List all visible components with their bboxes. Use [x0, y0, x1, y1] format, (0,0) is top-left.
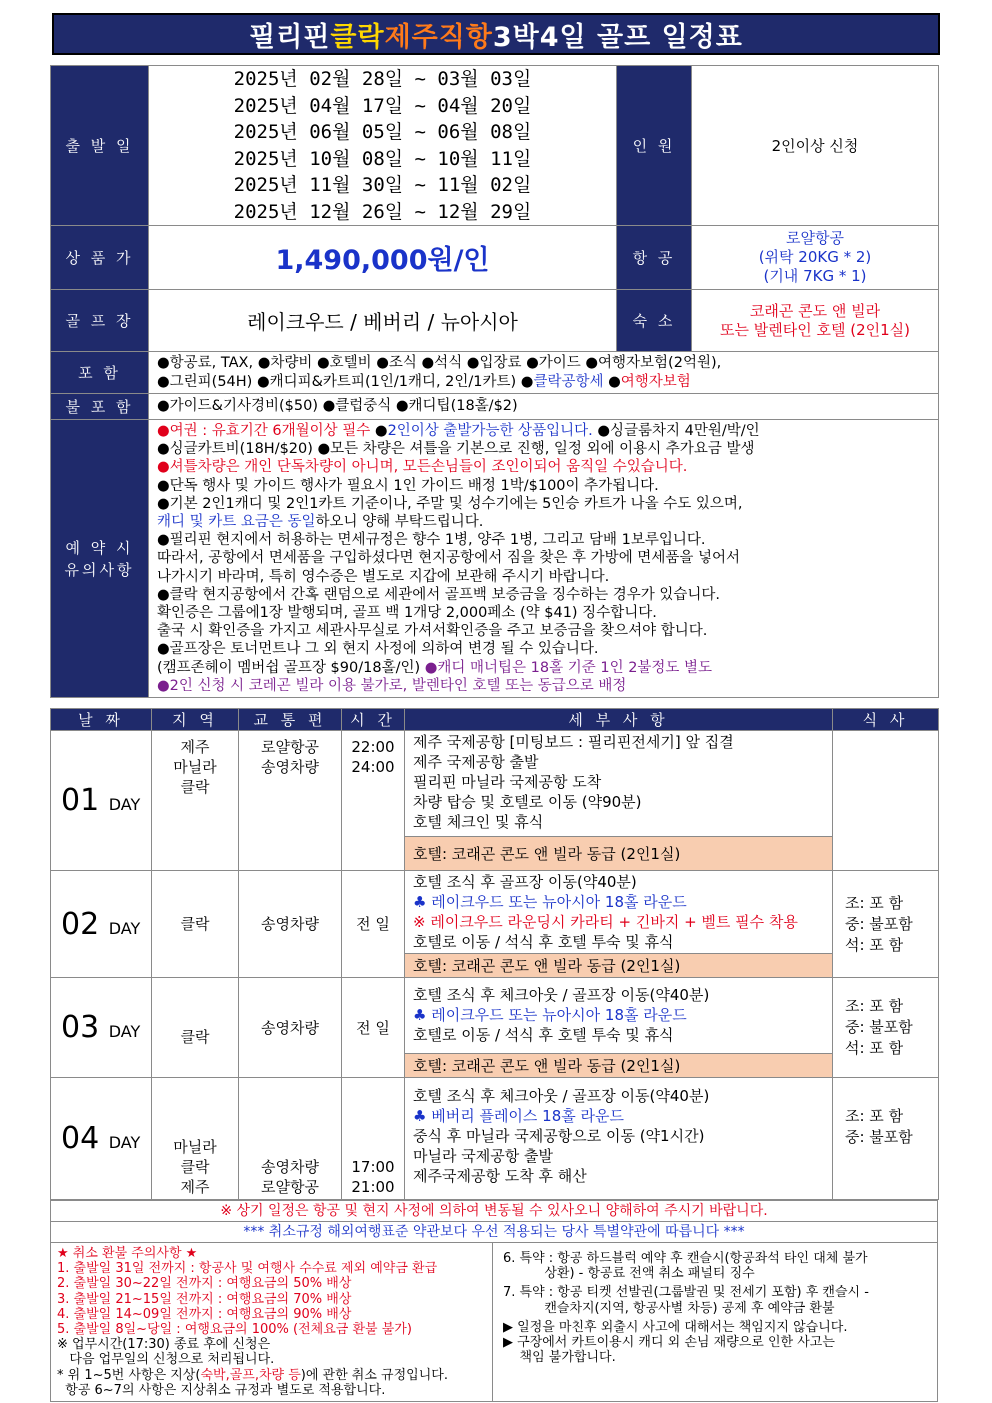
special-term: 캔슬차지(지역, 항공사별 차등) 공제 후 예약금 환불: [503, 1300, 835, 1316]
day-time: [342, 731, 405, 871]
include-line: [157, 373, 938, 391]
exclude-label: 불 포 함: [51, 394, 149, 420]
golf-value: 레이크우드 / 베버리 / 뉴아시아: [149, 290, 617, 352]
day-transport: 송영차량: [239, 871, 342, 978]
cancel-text: )에 관한 취소 규정입니다.: [300, 1367, 448, 1383]
header-time: 시 간: [342, 709, 405, 731]
price-value: 1,490,000원/인: [149, 226, 617, 290]
note-line: 따라서, 공항에서 면세품을 구입하셨다면 현지공항에서 짐을 찾은 후 가방에 면세품을 넣어서: [157, 550, 740, 567]
stay-line: 코래곤 콘도 앤 빌라: [749, 301, 881, 320]
day-suffix: DAY: [108, 918, 141, 938]
day-details: [405, 1078, 833, 1200]
stay-value: [692, 290, 939, 352]
cancel-item: 1. 출발일 31일 전까지 : 항공사 및 여행사 수수료 제외 예약금 환급: [57, 1261, 438, 1277]
note-line: ●골프장은 토너먼트나 그 외 현지 사정에 의하여 변경 될 수 있습니다.: [157, 641, 599, 658]
note-text: 캐디 및 카트 요금은 동일: [157, 513, 316, 530]
time-line: 17:00: [351, 1158, 395, 1176]
stay-line: 또는 발렌타인 호텔 (2인1실): [720, 320, 910, 339]
time-line: 24:00: [351, 758, 395, 776]
departure-dates: [149, 66, 617, 226]
include-label: 포 함: [51, 352, 149, 394]
footer-notice: ※ 상기 일정은 항공 및 현지 사정에 의하여 변동될 수 있사오니 양해하여 주시기 바랍니다.: [51, 1201, 937, 1222]
detail-line: 제주 국제공항 [미팅보드 : 필리핀전세기] 앞 집결: [413, 733, 734, 751]
note-line: [157, 458, 938, 476]
airline-line: 로얄항공: [786, 229, 844, 247]
header-date: 날 짜: [51, 709, 152, 731]
title-part: 3박4일 골프 일정표: [492, 21, 743, 53]
cancel-left: [51, 1243, 493, 1401]
include-line: ●항공료, TAX, ●차량비 ●호텔비 ●조식 ●석식 ●입장료 ●가이드 ●여행자보험(2억원),: [157, 355, 722, 372]
special-term: 상환) - 항공료 전액 취소 패널티 징수: [503, 1266, 755, 1282]
region-line: 마닐라: [173, 758, 217, 776]
include-value: [149, 352, 939, 394]
date-row: 2025년 02월 28일 ~ 03월 03일: [233, 68, 532, 90]
cancel-text: 숙박,골프,차량 등: [200, 1367, 301, 1383]
note-line: 출국 시 확인증을 가지고 세관사무실로 가셔서확인증을 주고 보증금을 찾으셔야 합니다.: [157, 623, 708, 640]
airline-label: 항 공: [617, 226, 692, 290]
cancel-note: ※ 업무시간(17:30) 종료 후에 신청은: [57, 1337, 271, 1353]
day-region: [152, 731, 239, 871]
day-suffix: DAY: [108, 1022, 141, 1041]
include-airport-tax: 클락공항세: [533, 373, 604, 390]
detail-line: 제주국제공항 도착 후 해산: [413, 1167, 587, 1185]
day-suffix: DAY: [108, 795, 141, 814]
exclude-value: ●가이드&기사경비($50) ●클럽중식 ●캐디팁(18홀/$2): [149, 394, 939, 420]
meal-line: 조: 포 함: [845, 893, 904, 912]
day-meals: [833, 978, 939, 1078]
day-num: 03: [61, 1010, 100, 1045]
note-text: 2인이상 출발가능한 상품입니다.: [387, 422, 593, 439]
cancel-note: 다음 업무일의 신청으로 처리됩니다.: [57, 1352, 275, 1368]
people-value: 2인이상 신청: [692, 66, 939, 226]
note-line: [157, 659, 938, 677]
date-row: 2025년 10월 08일 ~ 10월 11일: [233, 147, 532, 170]
note-line: [157, 513, 938, 531]
title-highlight-city: 클락: [330, 21, 385, 53]
day-region: 클락: [152, 871, 239, 978]
transport-line: 로얄항공: [261, 1178, 319, 1196]
note-text: ●: [157, 422, 170, 439]
day-meals: [833, 731, 939, 871]
notes-label-line: 예 약 시: [65, 538, 134, 557]
stay-label: 숙 소: [617, 290, 692, 352]
region-line: 제주: [180, 738, 210, 756]
detail-line: 차량 탑승 및 호텔로 이동 (약90분): [413, 793, 642, 811]
cancel-item: 3. 출발일 21~15일 전까지 : 여행요금의 70% 배상: [57, 1291, 352, 1307]
day-time: [342, 1078, 405, 1200]
price-label: 상 품 가: [51, 226, 149, 290]
day-time: 전 일: [342, 871, 405, 978]
day-row: [51, 978, 939, 1078]
itinerary-table: [50, 708, 939, 1200]
note-line: [157, 422, 938, 440]
note-line: ●필리핀 현지에서 허용하는 면세규정은 향수 1병, 양주 1병, 그리고 담배 1보루입니다.: [157, 532, 706, 549]
day-transport: [239, 731, 342, 871]
notes-label-line: 유의사항: [64, 560, 135, 579]
include-text: ●그린피(54H) ●캐디피&카트피(1인/1캐디, 2인/1카트) ●: [157, 373, 534, 390]
note-text: ●싱글룸차지 4만원/박/인: [592, 422, 760, 439]
day-time: 전 일: [342, 978, 405, 1078]
detail-line: 호텔 조식 후 체크아웃 / 골프장 이동(약40분): [413, 985, 710, 1004]
day-transport: 송영차량: [239, 978, 342, 1078]
people-label: 인 원: [617, 66, 692, 226]
detail-line: 호텔로 이동 / 석식 후 호텔 투숙 및 휴식: [413, 1025, 674, 1044]
footer-rule: *** 취소규정 해외여행표준 약관보다 우선 적용되는 당사 특별약관에 따릅니다 ***: [51, 1222, 937, 1243]
day-number: [51, 731, 152, 871]
special-term: 7. 특약 : 항공 티켓 선발권(그룹발권 및 전세기 포함) 후 캔슬시 -: [503, 1285, 869, 1301]
title-highlight-route: 제주직항: [384, 21, 493, 53]
date-row: 2025년 06월 05일 ~ 06월 08일: [233, 121, 532, 143]
transport-line: 송영차량: [261, 1158, 319, 1176]
time-line: 21:00: [351, 1178, 395, 1196]
page-title: [52, 13, 940, 55]
day-num: 04: [61, 1121, 100, 1156]
meal-line: 조: 포 함: [845, 1107, 904, 1125]
note-line: 나가시기 바라며, 특히 영수증은 별도로 지갑에 보관해 주시기 바랍니다.: [157, 568, 610, 585]
detail-warning: ※ 레이크우드 라운딩시 카라티 + 긴바지 + 벨트 필수 착용: [413, 913, 798, 931]
day-meals: [833, 871, 939, 978]
detail-line: 제주 국제공항 출발: [413, 753, 539, 771]
note-text: ●캐디 매너팁은 18홀 기준 1인 2불정도 별도: [424, 659, 713, 676]
detail-line: 호텔 체크인 및 휴식: [413, 813, 544, 831]
note-line: ●단독 행사 및 가이드 행사가 필요시 1인 가이드 배정 1박/$100이 추가됩니다.: [157, 477, 659, 494]
meal-line: 중: 불포함: [845, 914, 913, 933]
day-details: [405, 871, 833, 978]
day-details: [405, 978, 833, 1078]
cancel-item: 5. 출발일 8일~당일 : 여행요금의 100% (전체요금 환불 불가): [57, 1322, 412, 1338]
detail-round: ♣ 레이크우드 또는 뉴아시아 18홀 라운드: [413, 1005, 687, 1024]
golf-label: 골 프 장: [51, 290, 149, 352]
detail-line: 필리핀 마닐라 국제공항 도착: [413, 773, 602, 791]
detail-round: ♣ 레이크우드 또는 뉴아시아 18홀 라운드: [413, 893, 687, 911]
include-insurance: 여행자보험: [620, 373, 691, 390]
day-row: [51, 871, 939, 978]
cancel-right: [493, 1243, 937, 1401]
notes-list: [149, 420, 939, 698]
notes-label: [51, 420, 149, 698]
header-meals: 식 사: [833, 709, 939, 731]
day-num: 01: [61, 783, 100, 818]
day-meals: [833, 1078, 939, 1200]
time-line: 22:00: [351, 738, 395, 756]
header-region: 지 역: [152, 709, 239, 731]
day-number: [51, 871, 152, 978]
day-region: [152, 1078, 239, 1200]
region-line: 마닐라: [173, 1138, 217, 1156]
day-details: [405, 731, 833, 871]
special-term: ▶ 구장에서 카트이용시 캐디 외 손님 재량으로 인한 사고는: [503, 1335, 835, 1351]
day-region: 클락: [152, 978, 239, 1078]
detail-line: 호텔 조식 후 체크아웃 / 골프장 이동(약40분): [413, 1087, 710, 1105]
header-transport: 교 통 편: [239, 709, 342, 731]
cancel-policy: [51, 1243, 937, 1401]
note-line: 확인증은 그룹에1장 발행되며, 골프 백 1개당 2,000페소 (약 $41) 징수합니다.: [157, 605, 657, 621]
date-row: 2025년 12월 26일 ~ 12월 29일: [233, 200, 532, 223]
day-transport: [239, 1078, 342, 1200]
special-term: 책임 불가합니다.: [503, 1350, 616, 1366]
note-line: ●기본 2인1캐디 및 2인1카트 기준이나, 주말 및 성수기에는 5인승 카트가 나올 수도 있으며,: [157, 495, 743, 512]
note-text: 하오니 양해 부탁드립니다.: [315, 513, 484, 530]
region-line: 클락: [180, 1158, 210, 1176]
region-line: 클락: [180, 778, 210, 796]
meal-line: 석: 포 함: [845, 1039, 904, 1057]
info-table: [50, 65, 939, 698]
day-suffix: DAY: [108, 1133, 141, 1152]
date-row: 2025년 04월 17일 ~ 04월 20일: [233, 94, 532, 117]
meal-line: 석: 포 함: [845, 935, 904, 954]
region-line: 제주: [180, 1178, 210, 1196]
detail-line: 마닐라 국제공항 출발: [413, 1147, 553, 1165]
note-text: 여권 : 유효기간 6개월이상 필수: [169, 422, 371, 439]
transport-line: 로얄항공: [261, 738, 319, 756]
detail-line: 중식 후 마닐라 국제공항으로 이동 (약1시간): [413, 1127, 705, 1145]
cancel-text: * 위 1~5번 사항은 지상(: [57, 1367, 201, 1383]
footer: [50, 1200, 938, 1402]
title-part: 필리핀: [249, 21, 331, 53]
hotel-line: 호텔: 코래곤 콘도 앤 빌라 동급 (2인1실): [405, 836, 832, 870]
airline-line: (위탁 20KG * 2): [758, 248, 872, 266]
note-line: ●클락 현지공항에서 간혹 랜덤으로 세관에서 골프백 보증금을 징수하는 경우가 있습니다.: [157, 586, 720, 603]
day-num: 02: [61, 906, 100, 942]
hotel-line: 호텔: 코래곤 콘도 앤 빌라 동급 (2인1실): [405, 953, 832, 977]
day-row: [51, 1078, 939, 1200]
special-term: 6. 특약 : 항공 하드블럭 예약 후 캔슬시(항공좌석 타인 대체 불가: [503, 1251, 868, 1266]
header-details: 세 부 사 항: [405, 709, 833, 731]
day-number: [51, 1078, 152, 1200]
note-line: ●2인 신청 시 코레곤 빌라 이용 불가로, 발렌타인 호텔 또는 동급으로 배정: [157, 677, 627, 694]
hotel-line: 호텔: 코래곤 콘도 앤 빌라 동급 (2인1실): [405, 1053, 832, 1077]
day-row: [51, 731, 939, 871]
cancel-note: [57, 1368, 486, 1383]
date-row: 2025년 11월 30일 ~ 11월 02일: [233, 174, 532, 196]
departure-label: 출 발 일: [51, 66, 149, 226]
cancel-title: ★ 취소 환불 주의사항 ★: [57, 1246, 198, 1261]
airline-value: [692, 226, 939, 290]
note-text: ●: [370, 422, 388, 439]
meal-line: 중: 불포함: [845, 1128, 913, 1146]
cancel-item: 4. 출발일 14~09일 전까지 : 여행요금의 90% 배상: [57, 1306, 352, 1322]
note-text: (캠프존헤이 멤버쉽 골프장 $90/18홀/인): [157, 659, 425, 676]
note-text: ●: [157, 459, 170, 476]
detail-line: 호텔 조식 후 골프장 이동(약40분): [413, 873, 637, 891]
note-line: ●싱글카트비(18H/$20) ●모든 차량은 셔틀을 기본으로 진행, 일정 외에 이용시 추가요금 발생: [157, 441, 755, 458]
detail-round: ♣ 베버리 플레이스 18홀 라운드: [413, 1107, 624, 1125]
meal-line: 조: 포 함: [845, 997, 904, 1015]
special-term: ▶ 일정을 마친후 외출시 사고에 대해서는 책임지지 않습니다.: [503, 1319, 848, 1335]
airline-line: (기내 7KG * 1): [763, 267, 867, 285]
transport-line: 송영차량: [261, 758, 319, 776]
note-text: 셔틀차량은 개인 단독차량이 아니며, 모든손님들이 조인이되어 움직일 수있습니다.: [169, 459, 688, 476]
include-text: ●: [603, 373, 621, 390]
detail-line: 호텔로 이동 / 석식 후 호텔 투숙 및 휴식: [413, 933, 674, 951]
day-number: [51, 978, 152, 1078]
meal-line: 중: 불포함: [845, 1018, 913, 1036]
cancel-note: 항공 6~7의 사항은 지상취소 규정과 별도로 적용합니다.: [57, 1382, 386, 1398]
cancel-item: 2. 출발일 30~22일 전까지 : 여행요금의 50% 배상: [57, 1276, 352, 1292]
